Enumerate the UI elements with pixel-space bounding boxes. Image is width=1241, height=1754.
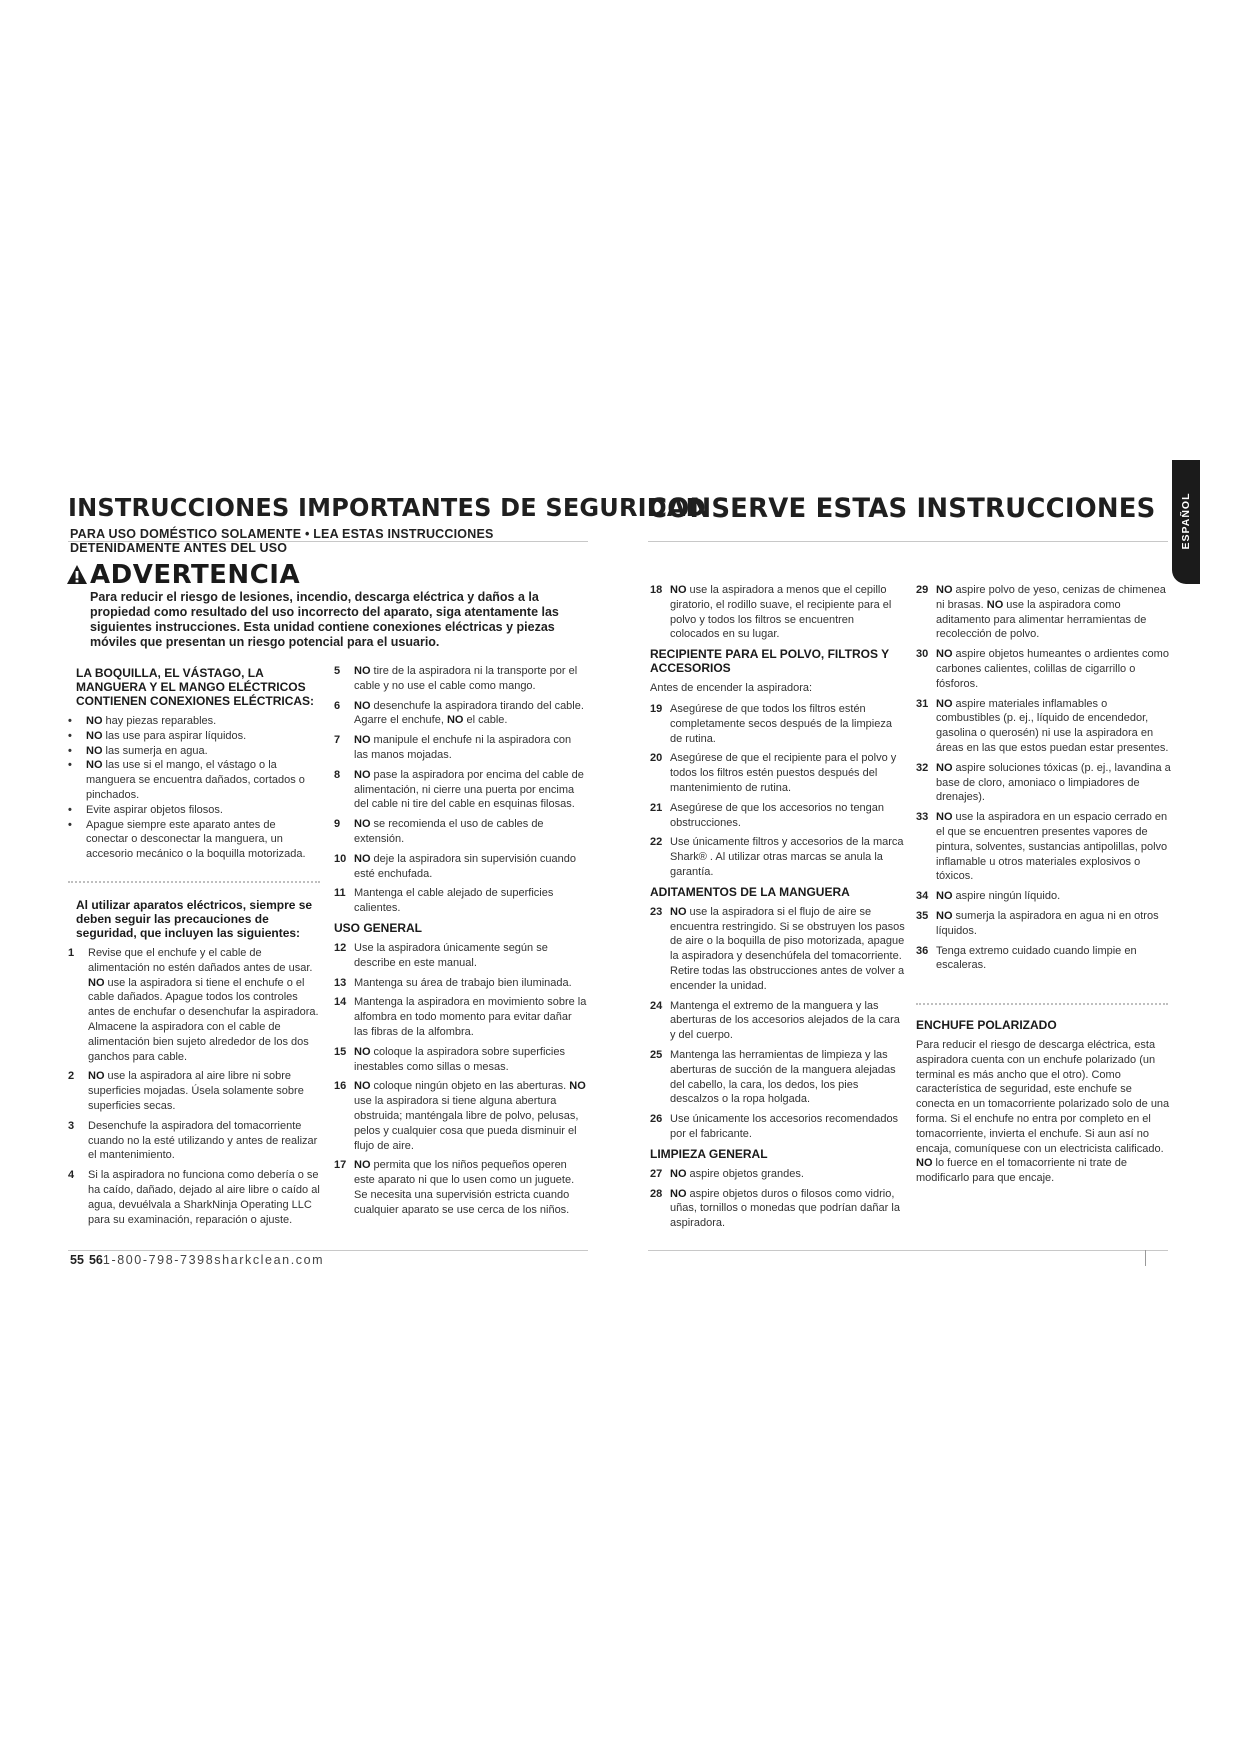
emphasis-no: NO	[936, 811, 953, 824]
numbered-item	[650, 702, 906, 746]
item-number: 5	[334, 665, 341, 677]
bullet-text: Evite aspirar objetos filosos.	[86, 803, 223, 816]
emphasis-no: NO	[936, 584, 953, 596]
item-text: aspire objetos duros o filosos como vidrio, uñas, tornillos o monedas que podrían dañar la aspiradora.	[670, 1187, 900, 1230]
numbered-item	[68, 1168, 320, 1227]
item-number: 29	[916, 584, 929, 596]
numbered-item	[334, 1045, 588, 1075]
item-number: 1	[68, 947, 75, 959]
item-text: Use únicamente filtros y accesorios de la marca Shark® . Al utilizar otras marcas se anula la garantía.	[670, 836, 904, 878]
numbered-item	[334, 995, 588, 1039]
numbered-item	[650, 583, 906, 642]
item-text: sumerja la aspiradora en agua ni en otros líquidos.	[936, 909, 1159, 937]
emphasis-no: NO	[936, 761, 953, 774]
item-text: Use únicamente los accesorios recomendados por el fabricante.	[670, 1113, 899, 1140]
bullet-icon: •	[68, 744, 72, 757]
item-number: 8	[334, 768, 341, 781]
numbered-item	[650, 1112, 906, 1142]
numbered-item	[916, 761, 1172, 805]
col4-list	[916, 583, 1172, 973]
numbered-item	[334, 817, 588, 847]
bullet-item	[68, 818, 320, 862]
bullet-icon: •	[68, 818, 72, 831]
numbered-item	[334, 976, 588, 991]
col1-heading2: Al utilizar aparatos eléctricos, siempre se deben seguir las precauciones de seguridad, que incluyen las siguientes:	[76, 898, 313, 940]
emphasis-no: NO	[354, 1159, 371, 1172]
bullet-text: las sumerja en agua.	[102, 744, 208, 757]
item-text: use la aspiradora si tiene alguna abertura obstruida; manténgala libre de polvo, pelusas, pelos y cualquier cosa que pueda disminuir el flujo de aire.	[354, 1095, 579, 1152]
item-text: Para reducir el riesgo de descarga eléctrica, esta aspiradora cuenta con un enchufe polarizado (un terminal es más ancho que el otro). Como característica de seguridad, este enchufe se conecta en un tomacorriente polarizado solo de una forma. Si el enchufe no entra por completo en el tomacorriente, invierta el enchufe. Si aun así no encaja, comuníquese con un electricista calificado.	[916, 1039, 1170, 1155]
item-text: use la aspiradora si tiene el enchufe o el cable dañados. Apague todos los controles antes de enchufar o desenchufar la aspiradora. Almacene la aspiradora con el cable de alimentación bien sujeto alrededor de los dos ganchos para cable.	[88, 976, 319, 1063]
column-3	[650, 583, 906, 1236]
item-text: use la aspiradora en un espacio cerrado en el que se encuentren presentes vapores de pintura, solventes, sustancias antipolillas, polvo inflamable u otros materiales explosivos o tóxicos.	[936, 811, 1168, 883]
emphasis-no: NO	[86, 729, 103, 742]
numbered-item	[650, 751, 906, 795]
item-number: 2	[68, 1070, 75, 1083]
emphasis-no: NO	[670, 1167, 687, 1180]
emphasis-no: NO	[354, 1045, 371, 1058]
bullet-item	[68, 729, 320, 744]
item-text: aspire soluciones tóxicas (p. ej., lavandina a base de cloro, amoniaco o limpiadores de drenajes).	[936, 761, 1171, 804]
item-text: coloque la aspiradora sobre superficies inestables como sillas o mesas.	[354, 1045, 565, 1073]
item-text: Tenga extremo cuidado cuando limpie en escaleras.	[936, 944, 1137, 972]
bullet-item	[68, 758, 320, 802]
left-page-title: INSTRUCCIONES IMPORTANTES DE SEGURIDAD	[68, 493, 706, 522]
warning-title: ADVERTENCIA	[90, 560, 301, 590]
right-page-title: CONSERVE ESTAS INSTRUCCIONES	[648, 493, 1156, 524]
item-number: 11	[334, 887, 346, 900]
footer	[70, 1253, 324, 1267]
col1-bullet-list	[68, 714, 320, 862]
col3-list-b	[650, 702, 906, 880]
numbered-item	[650, 801, 906, 831]
bullet-icon: •	[68, 715, 72, 727]
numbered-item	[650, 1048, 906, 1107]
numbered-item	[334, 664, 588, 694]
col3-intro: Antes de encender la aspiradora:	[650, 682, 813, 695]
footer-contact: 1-800-798-7398sharkclean.com	[102, 1253, 325, 1267]
col4-divider	[916, 1003, 1168, 1005]
numbered-item	[334, 733, 588, 763]
item-text: Mantenga el extremo de la manguera y las aberturas de los accesorios alejados de la cara y del cuerpo.	[670, 999, 900, 1042]
emphasis-no: NO	[986, 598, 1004, 611]
page-number-left: 55	[70, 1253, 84, 1267]
emphasis-no: NO	[86, 759, 103, 772]
item-text: pase la aspiradora por encima del cable de alimentación, ni cierre una puerta por encima del cable ni tire del cable en esquinas filosas.	[354, 768, 584, 811]
emphasis-no: NO	[936, 909, 953, 922]
item-text: Revise que el enchufe y el cable de alimentación no estén dañados antes de usar.	[88, 947, 313, 974]
emphasis-no: NO	[670, 584, 687, 596]
emphasis-no: NO	[354, 734, 371, 747]
item-text: Asegúrese de que todos los filtros estén completamente secos después de la limpieza de rutina.	[670, 702, 892, 745]
item-number: 34	[916, 890, 929, 903]
item-number: 32	[916, 761, 929, 774]
item-text: aspire ningún líquido.	[952, 890, 1061, 903]
item-text: deje la aspiradora sin supervisión cuando esté enchufada.	[354, 852, 576, 880]
bullet-text: las use para aspirar líquidos.	[102, 729, 247, 742]
numbered-item	[334, 1079, 588, 1153]
item-number: 25	[650, 1048, 663, 1061]
item-number: 16	[334, 1080, 347, 1093]
item-number: 12	[334, 941, 347, 954]
numbered-item	[650, 835, 906, 879]
numbered-item	[68, 1119, 320, 1163]
item-number: 23	[650, 905, 663, 918]
item-number: 30	[916, 648, 929, 661]
numbered-item	[334, 886, 588, 916]
item-text: Mantenga la aspiradora en movimiento sobre la alfombra en todo momento para evitar dañar las fibras de la alfombra.	[354, 996, 587, 1038]
col3-list-a	[650, 583, 906, 642]
numbered-item	[916, 697, 1172, 756]
column-1b	[68, 896, 320, 1232]
item-number: 35	[916, 909, 929, 922]
polarized-plug-paragraph	[916, 1038, 1172, 1186]
col2-list-b	[334, 941, 588, 1218]
item-text: aspire objetos humeantes o ardientes como carbones calientes, colillas de cigarrillo o fósforos.	[936, 648, 1169, 690]
numbered-item	[334, 1158, 588, 1217]
item-text: use la aspiradora al aire libre ni sobre superficies mojadas. Úsela solamente sobre superficies secas.	[88, 1070, 304, 1112]
item-text: Si la aspiradora no funciona como debería o se ha caído, dañado, dejado al aire libre o caído al agua, devuélvala a SharkNinja Operating LLC para su examinación, reparación o ajuste.	[88, 1169, 320, 1226]
col1-numbered-list	[68, 946, 320, 1227]
page-number-right: 56	[88, 1253, 103, 1267]
item-number: 21	[650, 801, 663, 814]
numbered-item	[68, 946, 320, 1064]
emphasis-no: NO	[936, 648, 953, 661]
emphasis-no: NO	[670, 905, 687, 918]
item-number: 6	[334, 699, 341, 712]
emphasis-no: NO	[670, 1187, 687, 1200]
item-number: 33	[916, 811, 929, 824]
bullet-item	[68, 714, 320, 729]
item-text: Mantenga el cable alejado de superficies calientes.	[354, 887, 554, 915]
numbered-item	[334, 699, 588, 729]
numbered-item	[916, 583, 1172, 642]
emphasis-no: NO	[88, 976, 105, 989]
item-text: Asegúrese de que el recipiente para el polvo y todos los filtros estén puestos después del mantenimiento de rutina.	[670, 752, 897, 794]
column-4b	[916, 1016, 1172, 1186]
item-text: se recomienda el uso de cables de extensión.	[354, 818, 544, 845]
footer-rule-left	[68, 1250, 588, 1251]
item-number: 31	[916, 697, 929, 710]
item-text: el cable.	[463, 714, 508, 727]
numbered-item	[916, 647, 1172, 691]
item-number: 14	[334, 996, 347, 1009]
item-number: 15	[334, 1045, 347, 1058]
item-number: 28	[650, 1187, 663, 1200]
item-text: Mantenga su área de trabajo bien iluminada.	[354, 976, 572, 989]
numbered-item	[650, 1167, 906, 1182]
emphasis-no: NO	[354, 768, 371, 781]
item-number: 4	[68, 1169, 75, 1182]
numbered-item	[334, 768, 588, 812]
emphasis-no: NO	[354, 818, 371, 831]
footer-rule-right	[648, 1250, 1168, 1251]
item-text: permita que los niños pequeños operen este aparato ni que lo usen como un juguete. Se necesita una supervisión estricta cuando cualquier aparato se use cerca de los niños.	[354, 1159, 575, 1216]
item-text: use la aspiradora a menos que el cepillo giratorio, el rodillo suave, el recipiente para el polvo y todos los filtros se encuentren colocados en su lugar.	[670, 584, 892, 641]
footer-tick	[1145, 1250, 1146, 1266]
item-number: 36	[916, 944, 929, 957]
numbered-item	[650, 999, 906, 1043]
language-tab-label: ESPAÑOL	[1180, 492, 1192, 550]
numbered-item	[916, 909, 1172, 939]
col2-heading: USO GENERAL	[334, 920, 423, 935]
item-number: 9	[334, 818, 341, 831]
item-text: Mantenga las herramientas de limpieza y las aberturas de succión de la manguera alejadas del cabello, la cara, los dedos, los pies descalzos o la ropa holgada.	[670, 1048, 896, 1106]
numbered-item	[334, 941, 588, 971]
item-number: 20	[650, 752, 663, 765]
item-text: Desenchufe la aspiradora del tomacorriente cuando no la esté utilizando y antes de realizar el mantenimiento.	[88, 1119, 318, 1162]
item-text: Use la aspiradora únicamente según se describe en este manual.	[354, 941, 548, 969]
bullet-item	[68, 744, 320, 759]
item-text: use la aspiradora si el flujo de aire se encuentra restringido. Si se obstruyen los pasos de aire o la boquilla de piso motorizada, apague la aspiradora y desenchúfela del tomacorriente. Retire todas las obstrucciones antes de volver a encender la unidad.	[670, 905, 905, 992]
col4-heading: ENCHUFE POLARIZADO	[916, 1018, 1057, 1032]
item-number: 3	[68, 1119, 75, 1132]
numbered-item	[916, 810, 1172, 884]
language-tab	[1172, 460, 1200, 584]
emphasis-no: NO	[936, 697, 953, 710]
col3-heading3: LIMPIEZA GENERAL	[650, 1146, 768, 1161]
item-number: 13	[334, 976, 347, 989]
emphasis-no: NO	[88, 1070, 105, 1083]
emphasis-no: NO	[86, 715, 103, 727]
numbered-item	[334, 852, 588, 882]
item-number: 18	[650, 584, 663, 596]
item-text: Asegúrese de que los accesorios no tengan obstrucciones.	[670, 801, 885, 829]
warning-triangle-icon	[66, 564, 88, 586]
header-rule-right	[648, 541, 1168, 542]
bullet-text: Apague siempre este aparato antes de conectar o desconectar la manguera, un accesorio mecánico o la boquilla motorizada.	[86, 818, 306, 861]
item-number: 10	[334, 852, 347, 865]
left-page-subtitle: PARA USO DOMÉSTICO SOLAMENTE • LEA ESTAS INSTRUCCIONES DETENIDAMENTE ANTES DEL USO	[70, 527, 494, 555]
emphasis-no: NO	[916, 1157, 933, 1170]
col2-list-a	[334, 664, 588, 916]
bullet-text: hay piezas reparables.	[102, 715, 217, 727]
emphasis-no: NO	[354, 665, 371, 677]
column-1	[68, 664, 320, 862]
emphasis-no: NO	[86, 744, 103, 757]
col3-list-c	[650, 905, 906, 1142]
item-text: manipule el enchufe ni la aspiradora con las manos mojadas.	[354, 734, 572, 761]
item-text: lo fuerce en el tomacorriente ni trate de modificarlo para que encaje.	[916, 1157, 1127, 1185]
item-text: coloque ningún objeto en las aberturas.	[370, 1080, 570, 1093]
warning-text: Para reducir el riesgo de lesiones, incendio, descarga eléctrica y daños a la propiedad como resultado del uso incorrecto del aparato, siga atentamente las siguientes instrucciones. Esta unidad contiene conexiones eléctricas y piezas móviles que presentan un riesgo potencial para el usuario.	[90, 590, 559, 649]
item-text: aspire objetos grandes.	[686, 1167, 804, 1180]
emphasis-no: NO	[354, 1080, 371, 1093]
numbered-item	[650, 1187, 906, 1231]
numbered-item	[68, 1069, 320, 1113]
bullet-text: las use si el mango, el vástago o la manguera se encuentra dañados, cortados o pinchados.	[86, 759, 305, 801]
item-number: 17	[334, 1159, 347, 1172]
emphasis-no: NO	[354, 699, 371, 712]
col3-heading1: RECIPIENTE PARA EL POLVO, FILTROS Y ACCESORIOS	[650, 647, 889, 676]
column-2	[334, 664, 588, 1223]
item-number: 26	[650, 1113, 663, 1126]
emphasis-no: NO	[354, 852, 371, 865]
item-number: 24	[650, 999, 663, 1012]
bullet-item	[68, 803, 320, 818]
numbered-item	[916, 944, 1172, 974]
bullet-icon: •	[68, 803, 72, 816]
item-number: 19	[650, 702, 663, 715]
item-text: use la aspiradora como aditamento para alimentar herramientas de recolección de polvo.	[936, 598, 1147, 641]
col1-heading: LA BOQUILLA, EL VÁSTAGO, LA MANGUERA Y EL MANGO ELÉCTRICOS CONTIENEN CONEXIONES ELÉCTRICAS:	[76, 666, 315, 708]
item-text: desenchufe la aspiradora tirando del cable. Agarre el enchufe,	[354, 699, 584, 727]
item-number: 22	[650, 836, 663, 849]
item-text: tire de la aspiradora ni la transporte por el cable y no use el cable como mango.	[354, 665, 578, 692]
item-text: aspire materiales inflamables o combustibles (p. ej., líquido de encendedor, gasolina o querosén) ni use la aspiradora en áreas en las que estos puedan estar presentes.	[936, 697, 1169, 754]
numbered-item	[916, 889, 1172, 904]
bullet-icon: •	[68, 729, 72, 742]
emphasis-no: NO	[936, 890, 953, 903]
bullet-icon: •	[68, 759, 72, 772]
emphasis-no: NO	[446, 714, 464, 727]
header-rule-left	[68, 541, 588, 542]
emphasis-no: NO	[569, 1080, 586, 1093]
col3-heading2: ADITAMENTOS DE LA MANGUERA	[650, 884, 850, 899]
column-4	[916, 583, 1172, 978]
col1-divider	[68, 881, 320, 883]
item-text: aspire polvo de yeso, cenizas de chimenea ni brasas.	[936, 584, 1166, 611]
item-number: 27	[650, 1167, 663, 1180]
item-number: 7	[334, 734, 341, 747]
numbered-item	[650, 905, 906, 994]
col3-list-d	[650, 1167, 906, 1231]
